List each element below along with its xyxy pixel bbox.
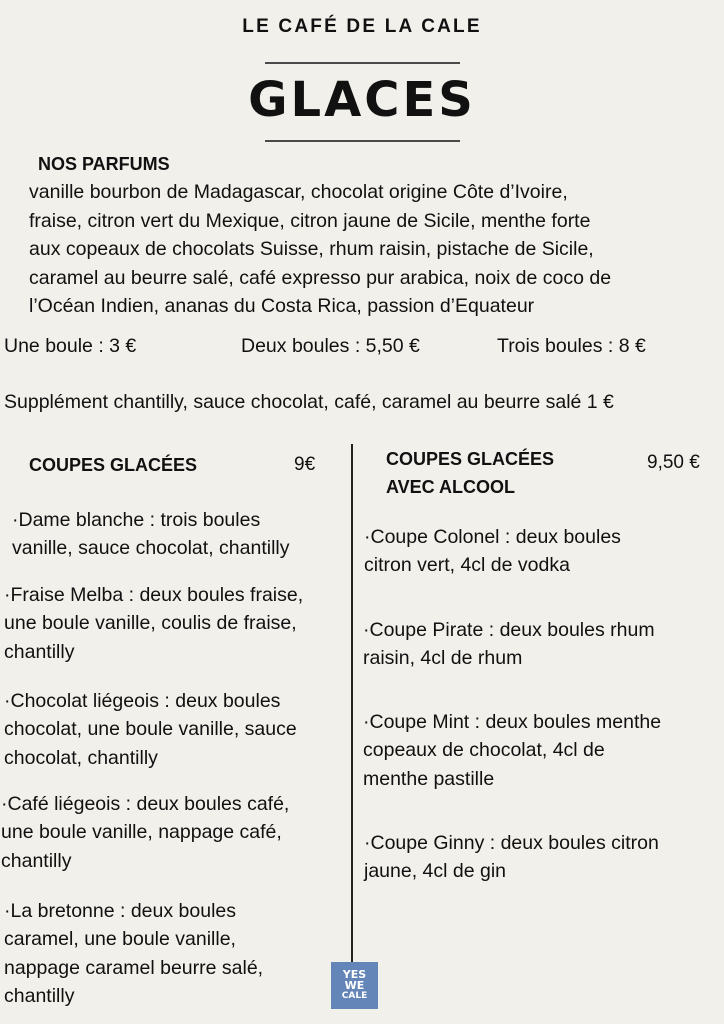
bottom-divider	[265, 140, 460, 142]
menu-item-coupe-colonel	[364, 523, 621, 580]
menu-item-dame-blanche	[12, 506, 290, 563]
item-line: chocolat, chantilly	[4, 746, 158, 769]
price-one-scoop: Une boule : 3 €	[4, 335, 137, 357]
item-line: chantilly	[4, 984, 75, 1007]
menu-item-coupe-mint	[363, 708, 661, 793]
menu-item-cafe-liegeois	[1, 790, 289, 875]
coupes-alcool-price: 9,50 €	[647, 452, 700, 473]
flavors-line: l’Océan Indien, ananas du Costa Rica, passion d’Equateur	[29, 295, 535, 317]
item-line: chantilly	[4, 640, 75, 663]
item-line: une boule vanille, nappage café,	[1, 821, 282, 844]
menu-item-coupe-ginny	[364, 829, 659, 886]
item-line: chantilly	[1, 849, 72, 872]
menu-item-la-bretonne	[4, 897, 263, 1010]
item-line: ·Dame blanche : trois boules	[12, 509, 261, 531]
page-title: GLACES	[248, 72, 476, 128]
item-line: ·Coupe Colonel : deux boules	[364, 526, 621, 548]
top-divider	[265, 62, 460, 64]
logo-line: WE	[344, 979, 365, 992]
menu-item-chocolat-liegeois	[4, 687, 297, 772]
yes-we-cale-logo	[331, 962, 378, 1009]
item-line: ·Fraise Melba : deux boules fraise,	[4, 584, 304, 606]
item-line: caramel, une boule vanille,	[4, 928, 236, 951]
flavors-line: fraise, citron vert du Mexique, citron jaune de Sicile, menthe forte	[29, 209, 591, 232]
price-two-scoops: Deux boules : 5,50 €	[241, 335, 420, 357]
item-line: jaune, 4cl de gin	[364, 860, 507, 883]
column-divider	[351, 444, 353, 964]
item-line: ·Chocolat liégeois : deux boules	[4, 690, 281, 712]
cafe-name: LE CAFÉ DE LA CALE	[242, 16, 482, 37]
flavors-line: caramel au beurre salé, café expresso pur arabica, noix de coco de	[29, 266, 612, 289]
logo-line: YES	[342, 968, 367, 981]
item-line: ·Coupe Ginny : deux boules citron	[364, 832, 659, 854]
item-line: vanille, sauce chocolat, chantilly	[12, 537, 290, 560]
item-line: chocolat, une boule vanille, sauce	[4, 718, 297, 741]
flavors-list	[29, 178, 719, 321]
price-three-scoops: Trois boules : 8 €	[497, 335, 646, 357]
supplement-note: Supplément chantilly, sauce chocolat, café, caramel au beurre salé 1 €	[4, 391, 614, 413]
item-line: citron vert, 4cl de vodka	[364, 554, 570, 577]
flavors-line: vanille bourbon de Madagascar, chocolat origine Côte d’Ivoire,	[29, 181, 568, 203]
item-line: une boule vanille, coulis de fraise,	[4, 612, 297, 635]
flavors-line: aux copeaux de chocolats Suisse, rhum raisin, pistache de Sicile,	[29, 238, 594, 260]
item-line: menthe pastille	[363, 767, 495, 790]
item-line: ·Café liégeois : deux boules café,	[1, 793, 290, 815]
coupes-heading: COUPES GLACÉES	[29, 455, 198, 475]
item-line: ·Coupe Mint : deux boules menthe	[363, 711, 662, 733]
coupes-alcool-heading-line1: COUPES GLACÉES	[386, 449, 555, 469]
coupes-price: 9€	[294, 454, 316, 475]
menu-item-coupe-pirate	[363, 616, 655, 673]
item-line: ·La bretonne : deux boules	[4, 900, 237, 922]
item-line: nappage caramel beurre salé,	[4, 956, 264, 979]
item-line: ·Coupe Pirate : deux boules rhum	[363, 619, 655, 641]
flavors-heading: NOS PARFUMS	[38, 154, 170, 174]
item-line: raisin, 4cl de rhum	[363, 647, 523, 670]
coupes-alcool-heading-line2: AVEC ALCOOL	[386, 477, 515, 497]
logo-line: CALE	[341, 991, 368, 1001]
menu-item-fraise-melba	[4, 581, 303, 666]
item-line: copeaux de chocolat, 4cl de	[363, 739, 605, 762]
